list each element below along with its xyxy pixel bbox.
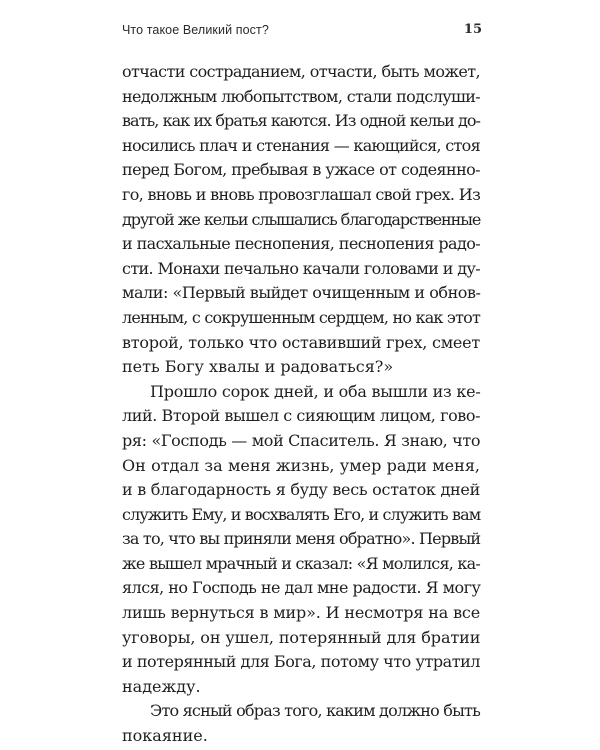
text-line: го, вновь и вновь провозглашал свой грех. Из xyxy=(122,184,481,204)
text-line: Он отдал за меня жизнь, умер ради меня, xyxy=(122,455,480,475)
text-line: недолжным любопытством, стали подслуши- xyxy=(122,86,481,106)
text-line: лишь вернуться в мир». И несмотря на все xyxy=(122,603,480,623)
running-head xyxy=(122,23,482,43)
text-line: надежду. xyxy=(122,676,201,696)
text-line: ленным, с сокрушенным сердцем, но как этот xyxy=(122,307,480,327)
page-number: 15 xyxy=(463,22,482,37)
text-line: и потерянный для Бога, потому что утратил xyxy=(122,652,480,672)
text-line: мали: «Первый выйдет очищенным и обнов- xyxy=(122,283,481,303)
text-line: и пасхальные песнопения, песнопения радо- xyxy=(122,234,481,254)
text-line: и в благодарность я буду весь остаток дней xyxy=(122,480,480,500)
text-line: носились плач и стенания — кающийся, стоя xyxy=(122,135,480,155)
text-line: перед Богом, пребывая в ужасе от содеянно- xyxy=(122,160,480,180)
running-title: Что такое Великий пост? xyxy=(122,23,269,37)
text-line: второй, только что оставивший грех, смеет xyxy=(122,332,480,352)
text-line: ря: «Господь — мой Спаситель. Я знаю, что xyxy=(122,430,481,450)
text-line: за то, что вы приняли меня обратно». Первый xyxy=(122,529,481,549)
text-line: уговоры, он ушел, потерянный для братии xyxy=(122,627,481,647)
text-line: петь Богу хвалы и радоваться?» xyxy=(122,357,394,377)
text-line: отчасти состраданием, отчасти, быть может, xyxy=(122,62,480,81)
text-line: ялся, но Господь не дал мне радости. Я могу xyxy=(122,578,481,598)
text-line: вать, как их братья каются. Из одной кельи до- xyxy=(122,111,480,131)
text-line: другой же кельи слышались благодарственные xyxy=(122,209,481,229)
text-line: сти. Монахи печально качали головами и ду- xyxy=(122,258,480,278)
text-line: Прошло сорок дней, и оба вышли из ке- xyxy=(150,381,481,401)
text-line: покаяние. xyxy=(122,726,208,746)
body-text xyxy=(122,60,480,749)
text-line: служить Ему, и восхвалять Его, и служить вам xyxy=(122,504,481,524)
text-line: Это ясный образ того, каким должно быть xyxy=(150,701,480,721)
paragraph-2 xyxy=(122,380,480,700)
paragraph-3 xyxy=(122,699,480,748)
paragraph-1 xyxy=(122,60,480,380)
text-line: лий. Второй вышел с сияющим лицом, гово- xyxy=(122,406,481,426)
text-line: же вышел мрачный и сказал: «Я молился, ка- xyxy=(122,553,480,573)
